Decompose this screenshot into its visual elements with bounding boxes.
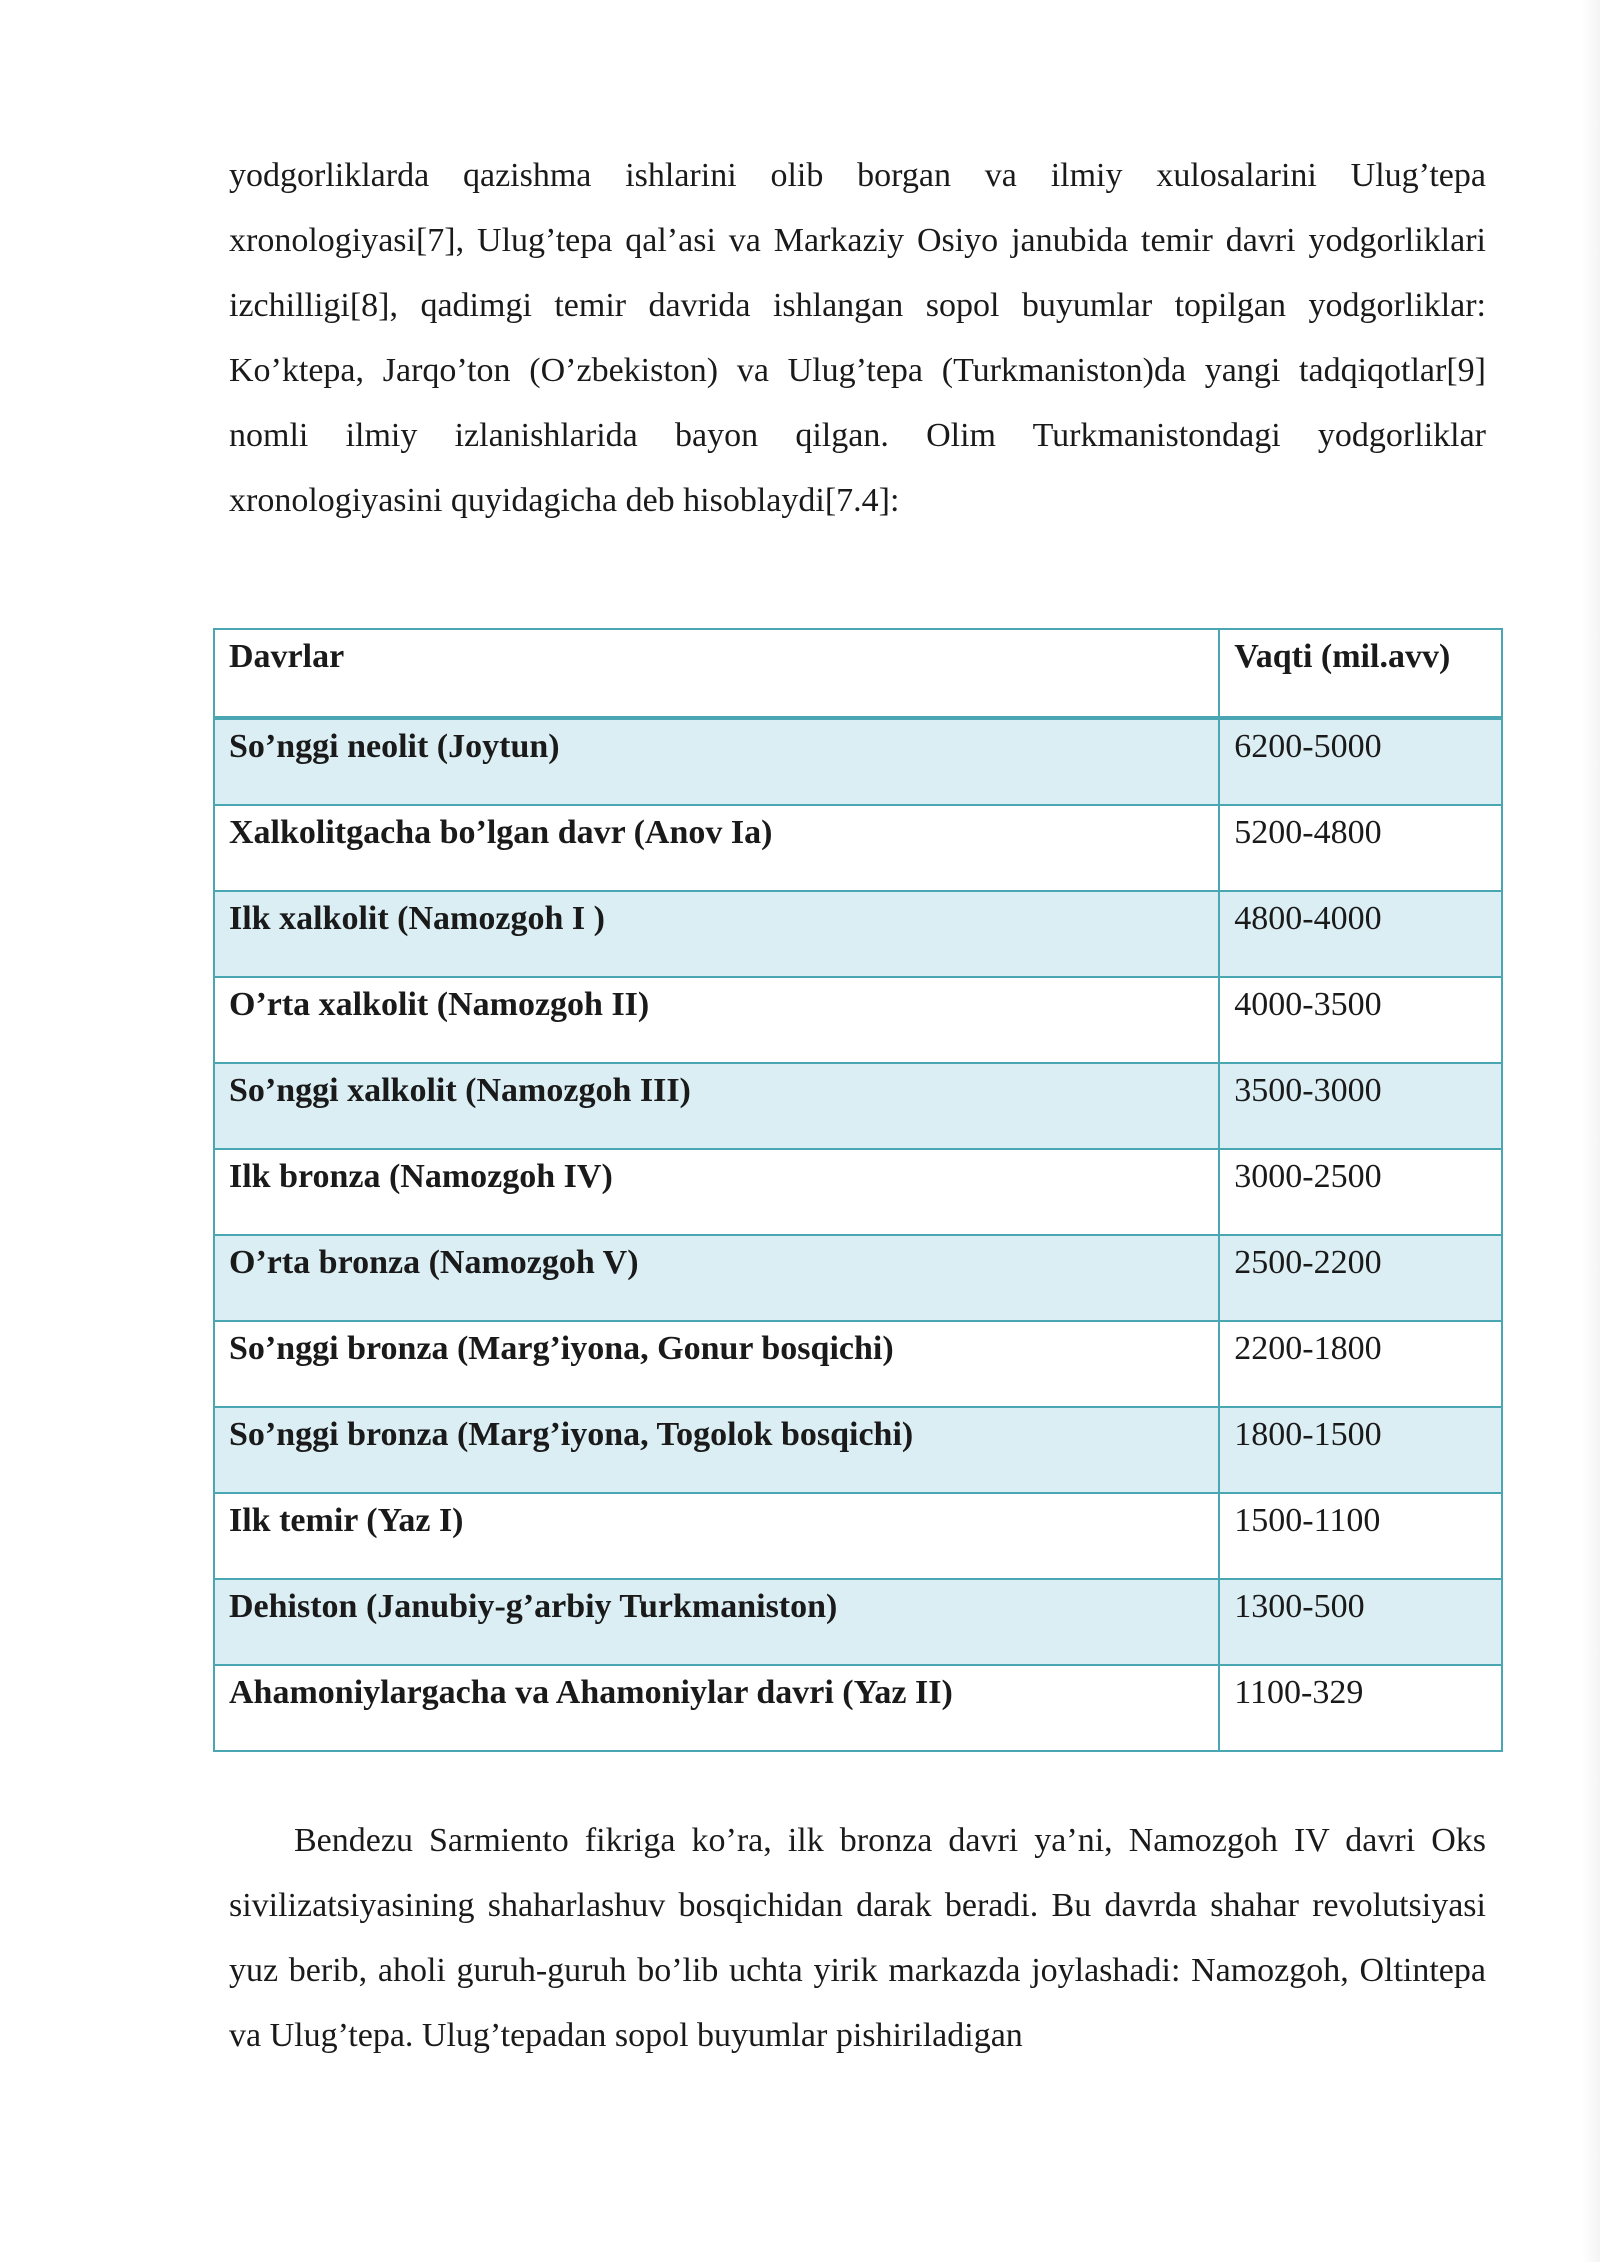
- period-cell: O’rta bronza (Namozgoh V): [214, 1235, 1219, 1321]
- header-time: Vaqti (mil.avv): [1219, 629, 1502, 718]
- period-cell: Ahamoniylargacha va Ahamoniylar davri (Yaz II): [214, 1665, 1219, 1751]
- time-cell: 3500-3000: [1219, 1063, 1502, 1149]
- table-row: [214, 718, 1502, 805]
- table-row: [214, 977, 1502, 1063]
- time-cell: 2200-1800: [1219, 1321, 1502, 1407]
- page-edge-shadow: [1582, 0, 1600, 2262]
- table-row: [214, 1321, 1502, 1407]
- table-row: [214, 1063, 1502, 1149]
- period-cell: So’nggi neolit (Joytun): [214, 718, 1219, 805]
- time-cell: 1300-500: [1219, 1579, 1502, 1665]
- time-cell: 3000-2500: [1219, 1149, 1502, 1235]
- table-row: [214, 891, 1502, 977]
- time-cell: 1500-1100: [1219, 1493, 1502, 1579]
- time-cell: 1100-329: [1219, 1665, 1502, 1751]
- period-cell: Ilk bronza (Namozgoh IV): [214, 1149, 1219, 1235]
- table-row: [214, 1493, 1502, 1579]
- period-cell: So’nggi bronza (Marg’iyona, Gonur bosqichi): [214, 1321, 1219, 1407]
- table-row: [214, 1579, 1502, 1665]
- period-cell: So’nggi xalkolit (Namozgoh III): [214, 1063, 1219, 1149]
- table-row: [214, 1149, 1502, 1235]
- table-row: [214, 805, 1502, 891]
- time-cell: 1800-1500: [1219, 1407, 1502, 1493]
- table-row: [214, 1665, 1502, 1751]
- table-row: [214, 1407, 1502, 1493]
- period-cell: Ilk xalkolit (Namozgoh I ): [214, 891, 1219, 977]
- period-cell: Dehiston (Janubiy-g’arbiy Turkmaniston): [214, 1579, 1219, 1665]
- period-cell: O’rta xalkolit (Namozgoh II): [214, 977, 1219, 1063]
- time-cell: 6200-5000: [1219, 718, 1502, 805]
- header-periods: Davrlar: [214, 629, 1219, 718]
- time-cell: 4000-3500: [1219, 977, 1502, 1063]
- time-cell: 4800-4000: [1219, 891, 1502, 977]
- chronology-table: [213, 628, 1503, 1752]
- period-cell: So’nggi bronza (Marg’iyona, Togolok bosqichi): [214, 1407, 1219, 1493]
- time-cell: 2500-2200: [1219, 1235, 1502, 1321]
- table-header-row: [214, 629, 1502, 718]
- paragraph-body: Bendezu Sarmiento fikriga ko’ra, ilk bronza davri ya’ni, Namozgoh IV davri Oks sivilizatsiyasining shaharlashuv bosqichidan darak beradi. Bu davrda shahar revolutsiyasi yuz berib, aholi guruh-guruh bo’lib uchta yirik markazda joylashadi: Namozgoh, Oltintepa va Ulug’tepa. Ulug’tepadan sopol buyumlar pishiriladigan: [229, 1822, 1486, 2054]
- time-cell: 5200-4800: [1219, 805, 1502, 891]
- table-row: [214, 1235, 1502, 1321]
- period-cell: Xalkolitgacha bo’lgan davr (Anov Ia): [214, 805, 1219, 891]
- paragraph-intro: yodgorliklarda qazishma ishlarini olib borgan va ilmiy xulosalarini Ulug’tepa xronologiyasi[7], Ulug’tepa qal’asi va Markaziy Osiyo janubida temir davri yodgorliklari izchilligi[8], qadimgi temir davrida ishlangan sopol buyumlar topilgan yodgorliklar: Ko’ktepa, Jarqo’ton (O’zbekiston) va Ulug’tepa (Turkmaniston)da yangi tadqiqotlar[9] nomli ilmiy izlanishlarida bayon qilgan. Olim Turkmanistondagi yodgorliklar xronologiyasini quyidagicha deb hisoblaydi[7.4]:: [229, 157, 1486, 519]
- period-cell: Ilk temir (Yaz I): [214, 1493, 1219, 1579]
